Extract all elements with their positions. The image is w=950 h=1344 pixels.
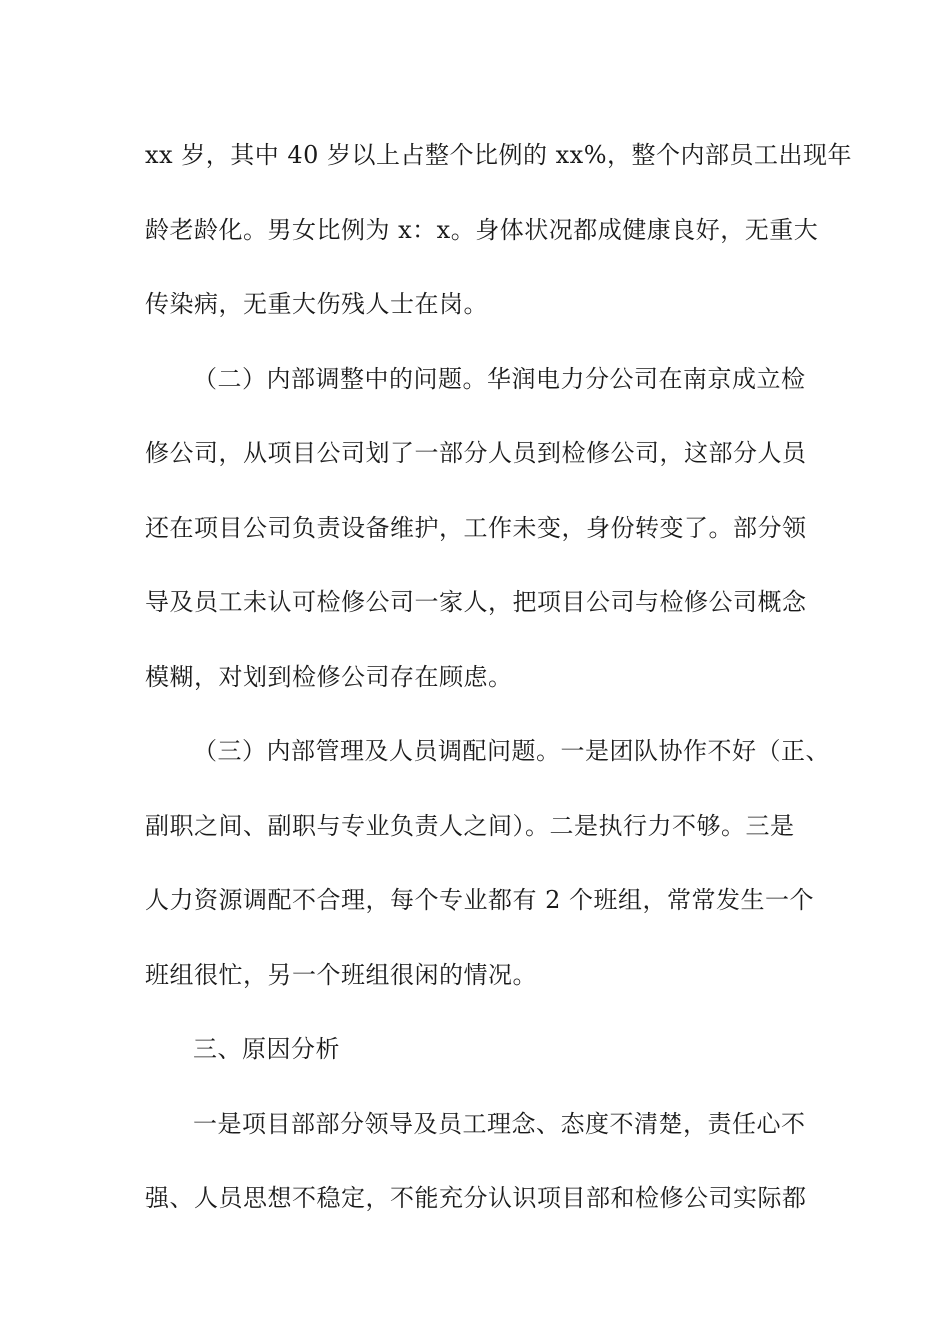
paragraph-line: 还在项目公司负责设备维护，工作未变，身份转变了。部分领 bbox=[145, 513, 807, 542]
section-heading: 三、原因分析 bbox=[193, 1035, 340, 1063]
paragraph-line: 人力资源调配不合理，每个专业都有 2 个班组，常常发生一个 bbox=[145, 886, 815, 914]
paragraph-line: （二）内部调整中的问题。华润电力分公司在南京成立检 bbox=[193, 364, 806, 393]
paragraph-line: 副职之间、副职与专业负责人之间）。二是执行力不够。三是 bbox=[145, 811, 795, 840]
paragraph-line: 班组很忙，另一个班组很闲的情况。 bbox=[145, 960, 537, 989]
paragraph-line: 传染病，无重大伤残人士在岗。 bbox=[145, 290, 488, 318]
paragraph-line: 修公司，从项目公司划了一部分人员到检修公司，这部分人员 bbox=[145, 439, 807, 467]
paragraph-line: 模糊，对划到检修公司存在顾虑。 bbox=[145, 662, 513, 691]
paragraph-line: （三）内部管理及人员调配问题。一是团队协作不好（正、 bbox=[193, 737, 830, 765]
paragraph-line: 强、人员思想不稳定，不能充分认识项目部和检修公司实际都 bbox=[145, 1184, 807, 1212]
document-body bbox=[145, 130, 852, 1248]
paragraph-line: xx 岁，其中 40 岁以上占整个比例的 xx%，整个内部员工出现年 bbox=[145, 141, 852, 169]
paragraph-line: 一是项目部部分领导及员工理念、态度不清楚，责任心不 bbox=[193, 1109, 806, 1138]
paragraph-line: 龄老龄化。男女比例为 x：x。身体状况都成健康良好，无重大 bbox=[145, 215, 819, 244]
paragraph-line: 导及员工未认可检修公司一家人，把项目公司与检修公司概念 bbox=[145, 588, 807, 616]
